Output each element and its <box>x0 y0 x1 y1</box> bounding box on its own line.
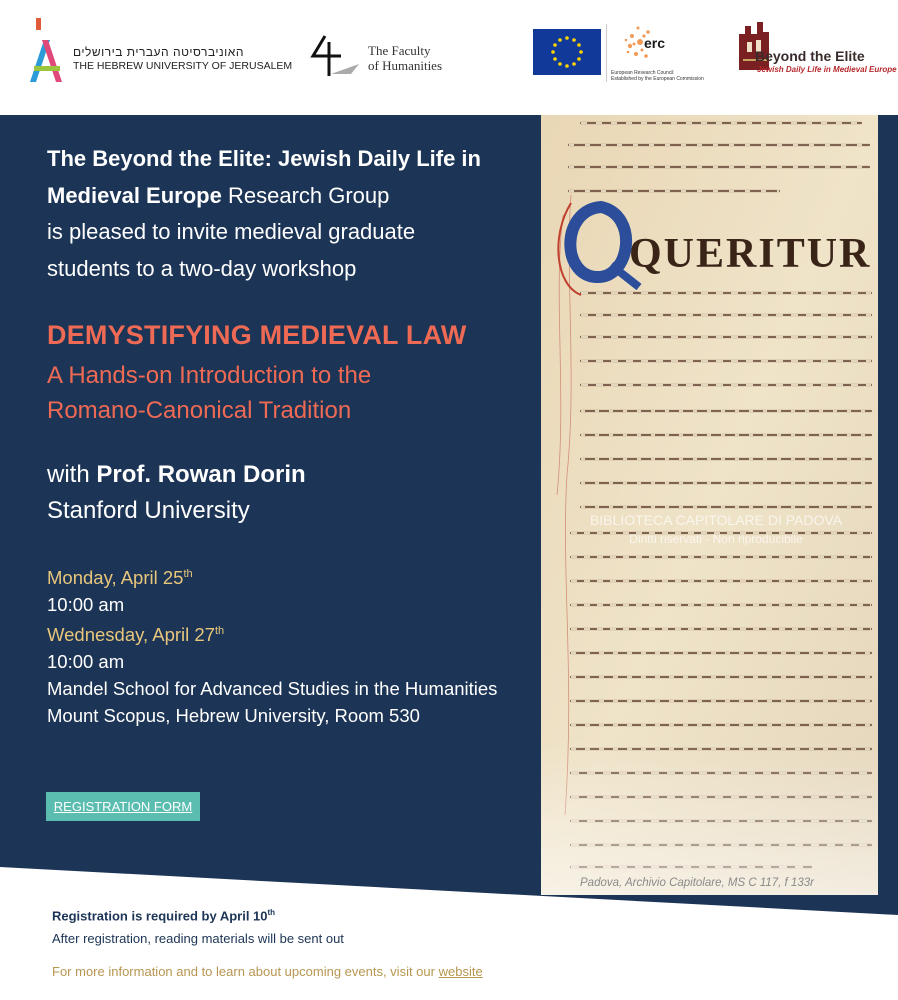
huji-wordmark: האוניברסיטה העברית בירושלים THE HEBREW UNIVERSITY OF JERUSALEM <box>73 45 293 72</box>
faculty-logo-icon <box>307 34 363 78</box>
event-subtitle-line1: A Hands-on Introduction to the <box>47 362 372 389</box>
registration-deadline: Registration is required by April 10th <box>52 908 276 924</box>
bte-title: Beyond the Elite <box>755 48 865 64</box>
registration-form-button[interactable]: REGISTRATION FORM <box>46 792 200 821</box>
more-info: For more information and to learn about upcoming events, visit our website <box>52 964 483 979</box>
logo-divider <box>606 24 607 82</box>
reading-materials-note: After registration, reading materials will be sent out <box>52 931 344 946</box>
speaker <box>47 457 306 529</box>
intro-line2: is pleased to invite medieval graduate <box>47 219 416 244</box>
venue-line2: Mount Scopus, Hebrew University, Room 530 <box>47 705 420 727</box>
website-link[interactable]: website <box>438 964 483 979</box>
schedule <box>47 561 497 729</box>
day2: Wednesday, April 27th <box>47 624 225 646</box>
intro-text <box>47 141 527 287</box>
eu-flag-icon <box>533 29 601 75</box>
speaker-name: Prof. Rowan Dorin <box>96 461 306 488</box>
intro-line3: students to a two-day workshop <box>47 255 357 281</box>
svg-text:erc: erc <box>644 35 666 51</box>
faculty-wordmark: The Faculty of Humanities <box>368 43 443 73</box>
speaker-prefix: with <box>47 461 90 488</box>
huji-logo-icon <box>26 18 66 84</box>
manuscript-caption: Padova, Archivio Capitolare, MS C 117, f 133r <box>580 877 814 889</box>
research-group-name: The Beyond the Elite: Jewish Daily Life in Medieval Europe <box>47 146 481 208</box>
research-group-suffix: Research Group <box>227 182 390 208</box>
event-subtitle-line2: Romano-Canonical Tradition <box>47 397 352 424</box>
event-title: DEMYSTIFYING MEDIEVAL LAW <box>47 320 467 350</box>
manuscript-illustration <box>541 115 878 895</box>
day1: Monday, April 25th <box>47 567 193 589</box>
manuscript-image <box>541 115 878 895</box>
erc-logo-icon <box>618 22 678 66</box>
venue-line1: Mandel School for Advanced Studies in the Humanities <box>47 678 498 700</box>
speaker-affiliation: Stanford University <box>47 497 250 524</box>
logo-header <box>0 0 898 115</box>
time2: 10:00 am <box>47 651 125 673</box>
time1: 10:00 am <box>47 594 125 616</box>
event-subtitle <box>47 358 527 428</box>
erc-wordmark: European Research Council Established by the European Commission <box>611 70 704 82</box>
bte-subtitle: Jewish Daily Life in Medieval Europe <box>757 65 897 74</box>
